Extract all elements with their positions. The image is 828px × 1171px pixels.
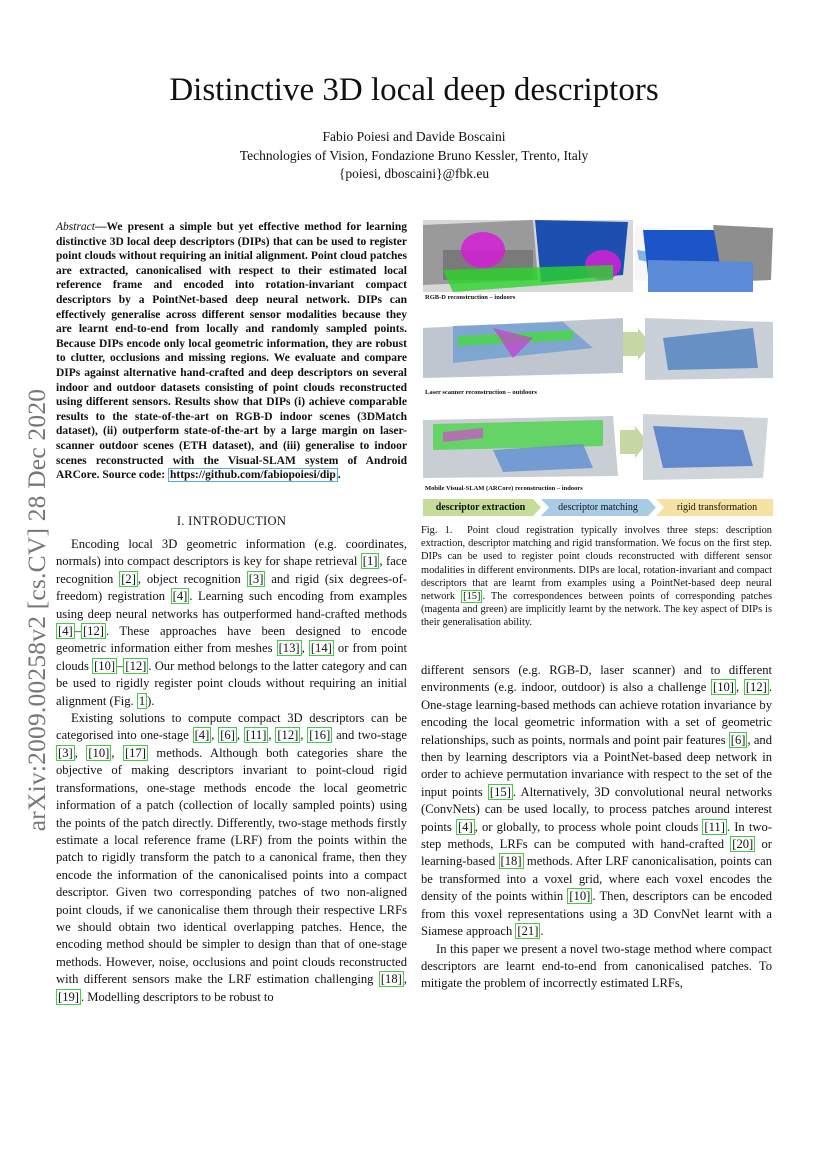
citation-link[interactable]: [1] xyxy=(362,554,378,569)
citation-link[interactable]: [10] xyxy=(94,658,116,673)
citation-link[interactable]: [12] xyxy=(745,680,767,695)
caption-text: Point cloud registration typically involves three steps: description extraction, descriptor matching and rigid transformation. We focus on the first step. DIPs can be used to register point clouds reconstructed with different sensor modalities in different environments. DIPs are local, rotation-invariant and compact descriptors that are learnt from examples using a PointNet-based deep neural network xyxy=(421,525,772,603)
text-run: , xyxy=(300,728,308,743)
author-email: {poiesi, dboscaini}@fbk.eu xyxy=(338,166,490,181)
citation-link[interactable]: [4] xyxy=(457,819,473,834)
text-run: ). xyxy=(147,693,155,708)
citation-link[interactable]: [10] xyxy=(569,889,591,904)
figure-panel-rgbd xyxy=(423,220,773,300)
text-run: , xyxy=(211,728,219,743)
paper-title: Distinctive 3D local deep descriptors xyxy=(169,72,659,108)
abstract-body: —We present a simple but yet effective method for learning distinctive 3D local deep descriptors (DIPs) that can be used to register point clouds without requiring an initial alignment. Point cloud patches are extracted, canonicalised with respect to their estimated local reference frame and encoded into rotation-invariant compact descriptors by a PointNet-based deep neural network. DIPs can effectively generalise across different sensor modalities because they are learnt end-to-end from locally and randomly sampled points. Because DIPs encode only local geometric information, they are robust to clutter, occlusions and missing regions. We evaluate and compare DIPs against alternative hand-crafted and deep descriptors on several indoor and outdoor datasets consisting of point clouds reconstructed using different sensors. Results show that DIPs (i) achieve comparable results to the state-of-the-art on RGB-D indoor scenes (3DMatch dataset), (ii) outperform state-of-the-art by a large margin on laser-scanner outdoor scenes (ETH dataset), and (iii) generalise to indoor scenes reconstructed with the Visual-SLAM system of Android ARCore. Source code: xyxy=(56,221,407,482)
citation-link[interactable]: [10] xyxy=(713,680,734,695)
panel-label-rgbd: RGB-D reconstruction – indoors xyxy=(425,294,516,300)
panel-label-laser: Laser scanner reconstruction – outdoors xyxy=(425,389,537,396)
text-run: , xyxy=(74,745,87,760)
text-run: , xyxy=(301,641,309,656)
text-run: . Our method belongs to the latter category and can be used to rigidly register point clouds without requiring an initial alignment (Fig. xyxy=(56,658,407,708)
step-rigid-transformation: rigid transformation xyxy=(676,502,758,513)
caption-text-end: . The correspondences between points of corresponding patches (magenta and green) are implicitly learnt by the network. The key aspect of DIPs is their generalisation ability. xyxy=(421,591,772,629)
citation-link[interactable]: [14] xyxy=(310,641,332,656)
citation-link[interactable]: [21] xyxy=(517,924,539,939)
intro-paragraph-4 xyxy=(421,941,772,993)
text-run: In this paper we present a novel two-stage method where compact descriptors are learnt end-to-end from canonicalised patches. To mitigate the problem of incorrectly estimated LRFs, xyxy=(421,941,772,991)
caption-label: Fig. 1. xyxy=(421,525,453,536)
caption-reference-link[interactable]: [15] xyxy=(463,591,481,603)
abstract-end: . xyxy=(337,469,341,482)
citation-link[interactable]: [20] xyxy=(732,837,754,852)
text-run: . xyxy=(540,924,544,939)
citation-link[interactable]: [12] xyxy=(82,624,104,639)
text-run: . Learning such encoding from examples using deep neural networks has outperformed hand-crafted methods xyxy=(56,589,407,621)
citation-link[interactable]: [4] xyxy=(194,728,210,743)
citation-link[interactable]: 1 xyxy=(138,693,146,708)
citation-link[interactable]: [19] xyxy=(58,989,79,1004)
citation-link[interactable]: [18] xyxy=(380,972,402,987)
text-run: and rigid (six degrees-of-freedom) registration xyxy=(56,571,407,604)
section-heading-introduction: I. INTRODUCTION xyxy=(176,514,287,528)
citation-link[interactable]: [18] xyxy=(500,854,522,869)
affiliation: Technologies of Vision, Fondazione Bruno Kessler, Trento, Italy xyxy=(239,148,589,163)
citation-link[interactable]: [13] xyxy=(278,641,300,656)
text-run: methods. After LRF canonicalisation, points can be transformed into a voxel grid, where each voxel encodes the density of the points within xyxy=(421,854,773,904)
text-run: or learning-based xyxy=(421,837,773,869)
text-run: . Modelling descriptors to be robust to xyxy=(80,989,274,1004)
panel-label-arcore: Mobile Visual-SLAM (ARCore) reconstruction – indoors xyxy=(425,485,583,492)
citation-link[interactable]: [10] xyxy=(88,745,110,760)
text-run: . These approaches have been designed to encode geometric information either from meshes xyxy=(56,624,407,656)
citation-link[interactable]: [6] xyxy=(730,732,746,747)
right-column-text xyxy=(421,662,772,993)
abstract xyxy=(56,220,407,483)
text-run: different sensors (e.g. RGB-D, laser scanner) and to different environments (e.g. indoor, outdoor) is also a challenge xyxy=(421,663,772,695)
citation-link[interactable]: [3] xyxy=(58,745,73,760)
figure-caption xyxy=(421,524,772,630)
figure-1 xyxy=(423,220,773,516)
text-run: . Then, descriptors can be encoded from this voxel representations using a 3D ConvNet learnt with a Siamese approach xyxy=(421,889,772,939)
text-run: , face recognition xyxy=(56,554,407,586)
text-run: , xyxy=(268,728,276,743)
citation-link[interactable]: [16] xyxy=(309,728,331,743)
intro-paragraph-1 xyxy=(56,536,407,710)
intro-paragraph-3 xyxy=(421,662,772,941)
arxiv-identifier: arXiv:2009.00258v2 [cs.CV] 28 Dec 2020 xyxy=(22,388,51,832)
text-run: . One-stage learning-based methods can achieve rotation invariance by encoding the local geometric information with a set of geometric relationships, such as points, normals and point pair features xyxy=(421,680,772,747)
text-run: or from point clouds xyxy=(56,641,407,673)
figure-panel-arcore xyxy=(423,406,773,496)
text-run: , object recognition xyxy=(137,571,247,586)
citation-link[interactable]: [4] xyxy=(172,589,188,604)
arcore-point-cloud-image xyxy=(423,406,773,496)
text-run: Existing solutions to compute compact 3D descriptors can be categorised into one-stage xyxy=(56,711,407,743)
step-descriptor-extraction: descriptor extraction xyxy=(435,502,526,513)
rgbd-point-cloud-image xyxy=(423,220,773,300)
text-run: , xyxy=(236,728,244,743)
intro-paragraph-2 xyxy=(56,710,407,1006)
text-run: – xyxy=(117,658,124,673)
citation-link[interactable]: [2] xyxy=(121,571,136,586)
source-code-link[interactable]: https://github.com/fabiopoiesi/dip xyxy=(170,469,336,482)
text-run: methods. Although both categories share the objective of making descriptors invariant to point-cloud rigid transformations, one-stage methods encode the local geometric information of a patch (collection of locally sampled points) using the points of the patch directly. Differently, two-stage methods firstly estimate a local reference frame (LRF) from the points within the patch to rigidly transform the patch to a canonical frame, then they encode the information of the canonicalised points into a compact descriptor. Given two corresponding patches of two non-aligned point clouds, if we canonicalise them through their respective LRFs we should obtain two identical overlapping patches. Hence, the encoding method should be simpler to design than that of one-stage methods. However, noise, occlusions and point clouds reconstructed with different sensors make the LRF estimation challenging xyxy=(56,745,407,987)
registration-pipeline xyxy=(423,499,773,516)
author-names: Fabio Poiesi and Davide Boscaini xyxy=(322,129,506,144)
left-column-text xyxy=(56,536,407,1006)
citation-link[interactable]: [11] xyxy=(704,819,725,834)
citation-link[interactable]: [12] xyxy=(125,658,147,673)
text-run: , and then by learning descriptors via a PointNet-based deep network in order to achieve permutation invariance with respect to the set of the input points xyxy=(421,732,773,799)
text-run: . Alternatively, 3D convolutional neural networks (ConvNets) can be used locally, to process patches around interest points xyxy=(421,784,772,834)
citation-link[interactable]: [6] xyxy=(220,728,235,743)
citation-link[interactable]: [11] xyxy=(245,728,267,743)
text-run: , xyxy=(736,680,744,695)
text-run: Encoding local 3D geometric information (e.g. coordinates, normals) into compact descriptors is key for shape retrieval xyxy=(56,537,407,569)
step-descriptor-matching: descriptor matching xyxy=(558,502,638,513)
text-run: – xyxy=(74,624,81,639)
citation-link[interactable]: [3] xyxy=(248,571,264,586)
text-run: , xyxy=(111,745,123,760)
citation-link[interactable]: [15] xyxy=(489,784,511,799)
citation-link[interactable]: [12] xyxy=(277,728,299,743)
laser-point-cloud-image xyxy=(423,308,773,400)
abstract-lead: Abstract xyxy=(56,221,95,233)
text-run: . In two-step methods, LRFs can be computed with hand-crafted xyxy=(421,819,772,852)
citation-link[interactable]: [4] xyxy=(58,624,73,639)
text-run: , xyxy=(403,972,407,987)
citation-link[interactable]: [17] xyxy=(124,745,146,760)
text-run: and two-stage xyxy=(332,728,408,743)
text-run: , or globally, to process whole point clouds xyxy=(474,819,703,834)
figure-panel-laser xyxy=(423,308,773,400)
